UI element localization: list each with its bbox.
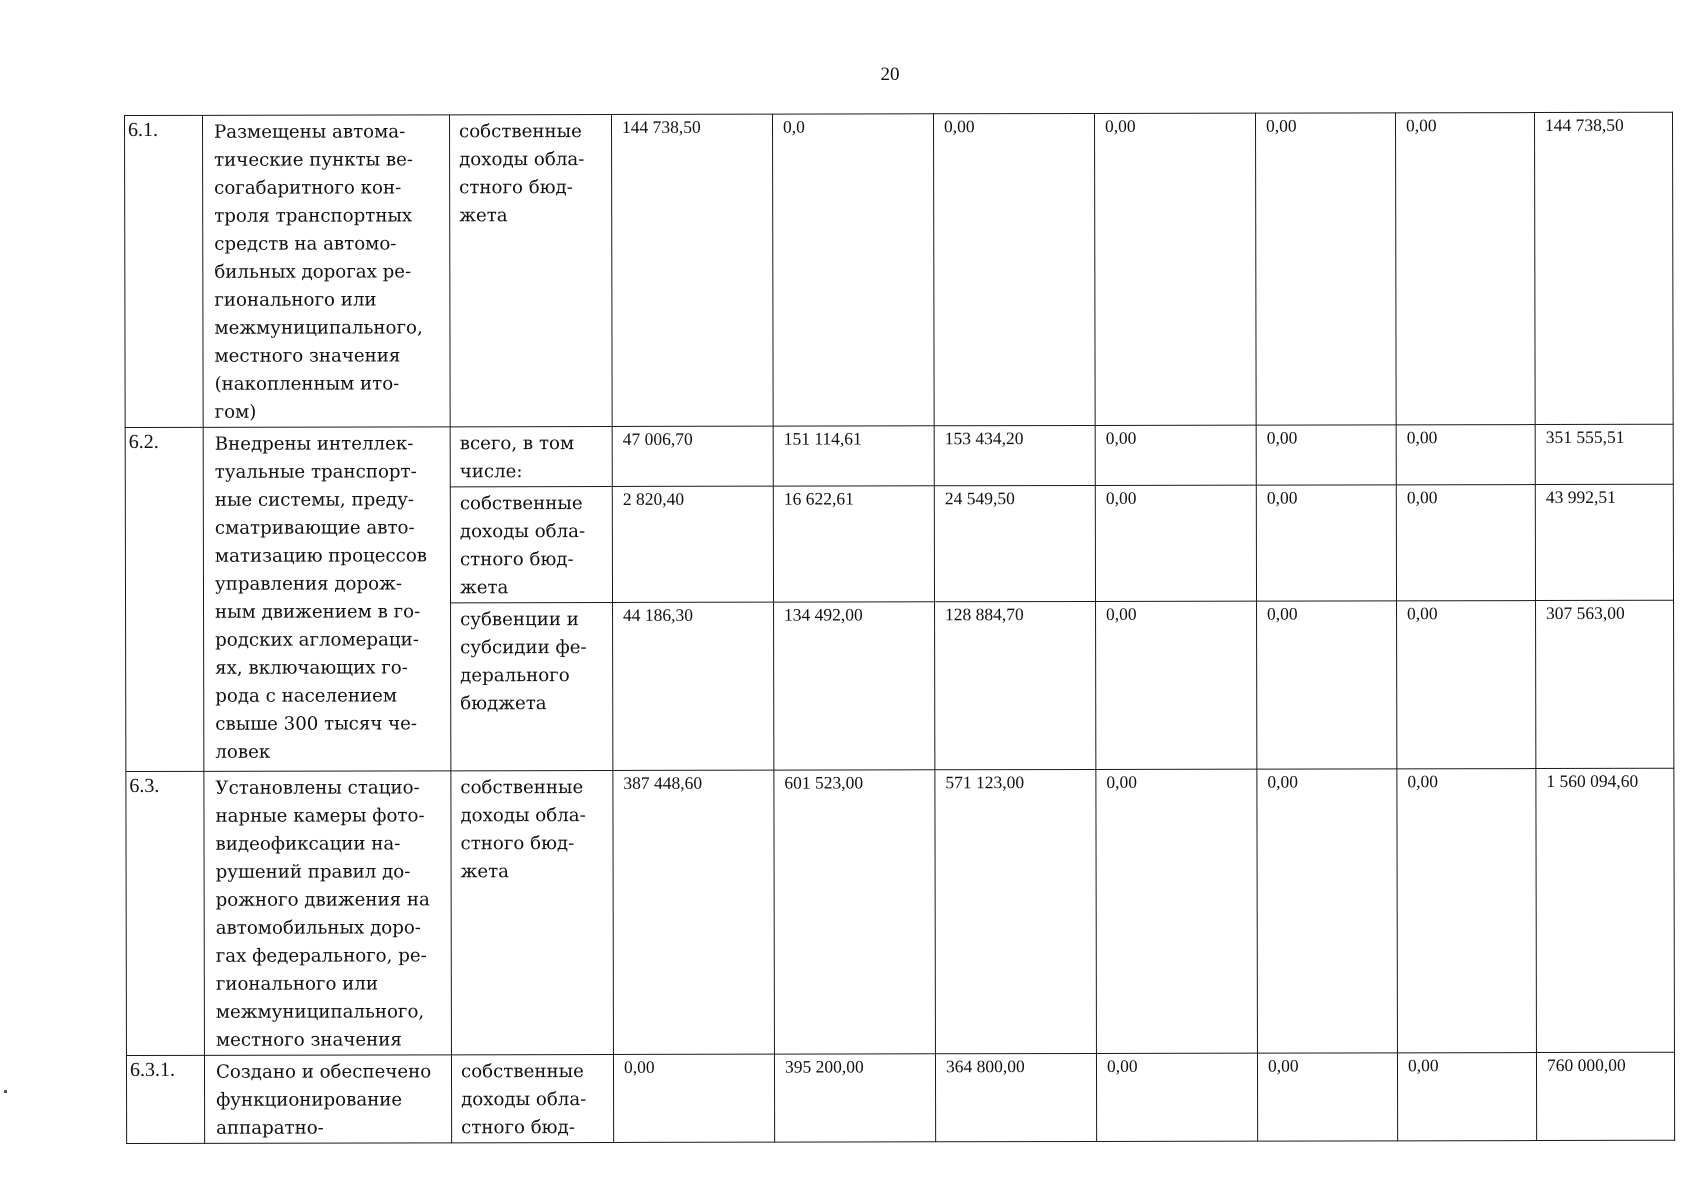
value-cell: 0,00 bbox=[1096, 601, 1257, 769]
value-cell: 128 884,70 bbox=[935, 601, 1096, 769]
row-description: Создано и обеспечено функционирование аппаратно- bbox=[204, 1055, 451, 1144]
value-cell: 16 622,61 bbox=[773, 486, 934, 602]
value-cell: 0,00 bbox=[1256, 485, 1396, 601]
total-cell: 307 563,00 bbox=[1536, 600, 1674, 768]
funding-source: собственные доходы обла- стного бюд- жета bbox=[450, 114, 613, 426]
value-cell: 0,00 bbox=[1396, 485, 1535, 601]
value-cell: 0,00 bbox=[1095, 485, 1256, 601]
table-row bbox=[125, 424, 1673, 487]
value-cell: 153 434,20 bbox=[934, 425, 1095, 485]
value-cell: 0,00 bbox=[1397, 601, 1536, 769]
value-cell: 0,00 bbox=[933, 113, 1095, 425]
value-cell: 0,00 bbox=[1396, 425, 1535, 485]
budget-table bbox=[124, 112, 1675, 1144]
row-number: 6.3.1. bbox=[126, 1055, 204, 1143]
value-cell: 0,0 bbox=[772, 114, 934, 426]
row-number: 6.1. bbox=[125, 115, 204, 427]
scan-mark bbox=[4, 1090, 7, 1093]
value-cell: 47 006,70 bbox=[612, 426, 773, 486]
value-cell: 601 523,00 bbox=[774, 770, 936, 1054]
table-row bbox=[125, 112, 1674, 427]
funding-source: субвенции и субсидии фе- дерального бюджета bbox=[451, 602, 613, 770]
funding-source: собственные доходы обла- стного бюд- жета bbox=[451, 770, 614, 1054]
value-cell: 0,00 bbox=[1256, 425, 1396, 485]
value-cell: 24 549,50 bbox=[934, 485, 1095, 601]
page-number: 20 bbox=[880, 64, 900, 85]
total-cell: 1 560 094,60 bbox=[1536, 768, 1675, 1052]
value-cell: 0,00 bbox=[1257, 769, 1398, 1053]
row-number: 6.2. bbox=[125, 427, 204, 771]
value-cell: 0,00 bbox=[1096, 769, 1258, 1053]
value-cell: 44 186,30 bbox=[613, 602, 774, 770]
table-row bbox=[126, 768, 1675, 1055]
row-description: Внедрены интеллек- туальные транспорт- ные системы, преду- сматривающие авто- матизацию процессов управления дорож- ным движением в го- родских агломераци- ях, включающих го- рода с населением свыше 300 тысяч че- ловек bbox=[203, 427, 451, 772]
value-cell: 151 114,61 bbox=[773, 426, 934, 486]
value-cell: 0,00 bbox=[1397, 769, 1537, 1053]
funding-source: всего, в том числе: bbox=[450, 426, 612, 486]
row-number: 6.3. bbox=[126, 771, 205, 1055]
value-cell: 387 448,60 bbox=[613, 770, 775, 1054]
total-cell: 760 000,00 bbox=[1536, 1052, 1674, 1140]
total-cell: 351 555,51 bbox=[1535, 424, 1673, 484]
value-cell: 0,00 bbox=[1395, 113, 1535, 425]
value-cell: 0,00 bbox=[1257, 601, 1397, 769]
value-cell: 364 800,00 bbox=[935, 1053, 1096, 1141]
value-cell: 0,00 bbox=[1094, 113, 1256, 425]
funding-source: собственные доходы обла- стного бюд- bbox=[451, 1054, 613, 1142]
row-description: Установлены стацио- нарные камеры фото- видеофиксации на- рушений правил до- рожного движения на автомобильных доро- гах федерального, ре- гионального или межмуниципального, местного значения bbox=[204, 771, 452, 1056]
value-cell: 2 820,40 bbox=[612, 486, 773, 602]
row-description: Размещены автома- тические пункты ве- согабаритного кон- троля транспортных средств на автомо- бильных дорогах ре- гионального или межмуниципального, местного значения (накопленным ито- гом) bbox=[203, 115, 451, 428]
total-cell: 43 992,51 bbox=[1535, 484, 1673, 600]
value-cell: 144 738,50 bbox=[612, 114, 774, 426]
value-cell: 134 492,00 bbox=[774, 602, 935, 770]
value-cell: 0,00 bbox=[613, 1054, 774, 1142]
total-cell: 144 738,50 bbox=[1534, 112, 1673, 424]
value-cell: 0,00 bbox=[1096, 1053, 1257, 1141]
funding-source: собственные доходы обла- стного бюд- жета bbox=[450, 486, 612, 602]
value-cell: 0,00 bbox=[1257, 1053, 1397, 1141]
value-cell: 395 200,00 bbox=[774, 1054, 935, 1142]
table-row bbox=[126, 1052, 1674, 1143]
value-cell: 0,00 bbox=[1095, 425, 1256, 485]
value-cell: 571 123,00 bbox=[935, 769, 1097, 1053]
value-cell: 0,00 bbox=[1397, 1053, 1536, 1141]
value-cell: 0,00 bbox=[1255, 113, 1396, 425]
